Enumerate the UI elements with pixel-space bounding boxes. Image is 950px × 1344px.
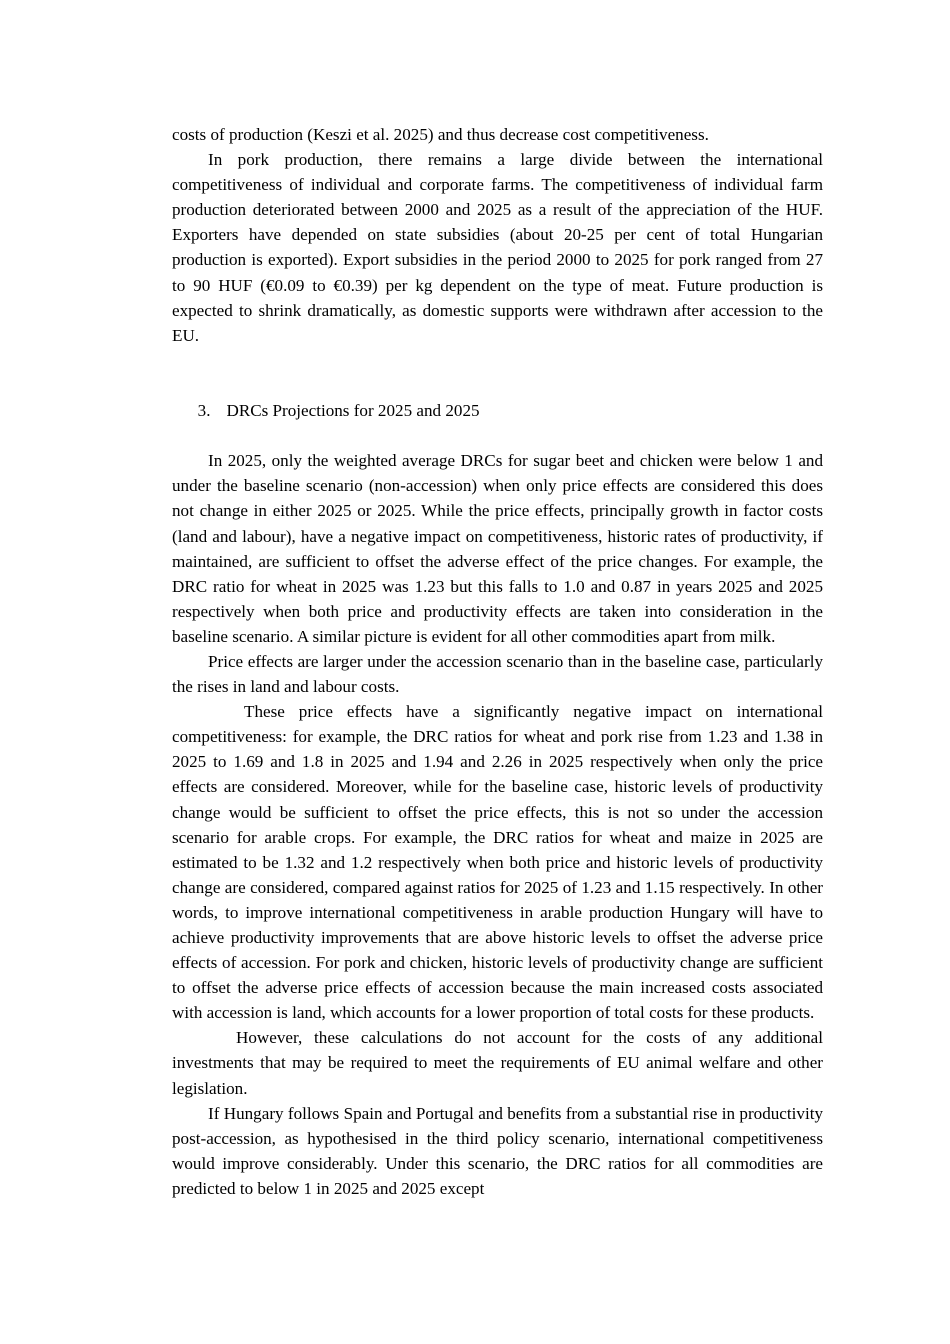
paragraph-pork-production: In pork production, there remains a large divide between the international competitiveness of individual and corporate farms. The competitiveness of individual farm production deteriorated between 2000 and 2025 as a result of the appreciation of the HUF. Exporters have depended on state subsidies (about 20-25 per cent of total Hungarian production is exported). Export subsidies in the period 2000 to 2025 for pork ranged from 27 to 90 HUF (€0.09 to €0.39) per kg dependent on the type of meat. Future production is expected to shrink dramatically, as domestic supports were withdrawn after accession to the EU. — [172, 150, 823, 345]
paragraph-if-hungary-follows: If Hungary follows Spain and Portugal and benefits from a substantial rise in productivity post-accession, as hypothesised in the third policy scenario, international competitiveness would improve considerably. Under this scenario, the DRC ratios for all commodities are predicted to below 1 in 2025 and 2025 except — [172, 1103, 823, 1198]
paragraph-however-calculations: However, these calculations do not account for the costs of any additional investments that may be required to meet the requirements of EU animal welfare and other legislation. — [172, 1028, 823, 1098]
section-heading-text: DRCs Projections for 2025 and 2025 — [226, 401, 480, 421]
paragraph-weighted-average-drcs: In 2025, only the weighted average DRCs for sugar beet and chicken were below 1 and under the baseline scenario (non-accession) when only price effects are considered this does not change in either 2025 or 2025. While the price effects, principally growth in factor costs (land and labour), have a negative impact on competitiveness, historic rates of productivity, if maintained, are sufficient to offset the adverse effect of the price changes. For example, the DRC ratio for wheat in 2025 was 1.23 but this falls to 1.0 and 0.87 in years 2025 and 2025 respectively when both price and productivity effects are taken into consideration in the baseline scenario. A similar picture is evident for all other commodities apart from milk. — [172, 451, 823, 646]
paragraph-these-price-effects: These price effects have a significantly negative impact on international competitiveness: for example, the DRC ratios for wheat and pork rise from 1.23 and 1.38 in 2025 to 1.69 and 1.8 in 2025 and 1.94 and 2.26 in 2025 respectively when only the price effects are considered. Moreover, while for the baseline case, historic levels of productivity change would be sufficient to offset the price effects, this is not so under the accession scenario for arable crops. For example, the DRC ratios for wheat and maize in 2025 are estimated to be 1.32 and 1.2 respectively when both price and historic levels of productivity change are considered, compared against ratios for 2025 of 1.23 and 1.15 respectively. In other words, to improve international competitiveness in arable production Hungary will have to achieve productivity improvements that are above historic levels to offset the adverse price effects of accession. For pork and chicken, historic levels of productivity change are sufficient to offset the adverse price effects of accession because the main increased costs associated with accession is land, which accounts for a lower proportion of total costs for these products. — [172, 702, 823, 1023]
paragraph-costs-of-production: costs of production (Keszi et al. 2025) and thus decrease cost competitiveness. — [172, 125, 709, 144]
section-heading-number: 3. — [197, 401, 211, 421]
paragraph-price-effects-accession: Price effects are larger under the accession scenario than in the baseline case, particularly the rises in land and labour costs. — [172, 651, 823, 697]
section-heading-drcs-projections — [172, 373, 823, 448]
text-column — [172, 122, 823, 1201]
paragraph-spacer — [172, 348, 823, 373]
